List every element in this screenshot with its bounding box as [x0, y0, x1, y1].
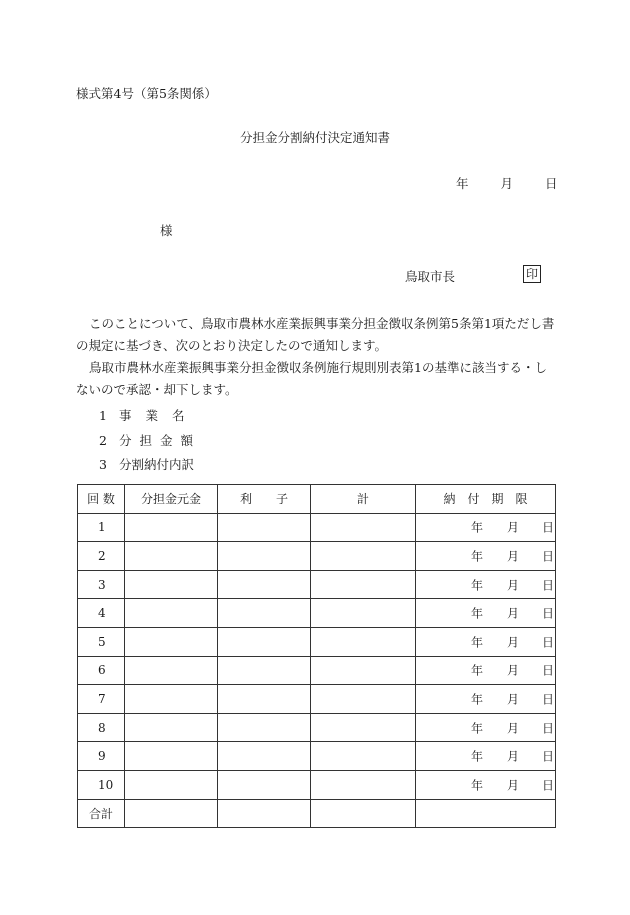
due-date-month-label: 月 [507, 635, 520, 650]
due-date-year-label: 年 [471, 635, 484, 650]
item-number: 3 [99, 457, 107, 472]
addressee-honorific: 様 [160, 223, 173, 238]
header-interest: 利 子 [218, 485, 311, 514]
interest-cell [218, 570, 311, 599]
item-label: 事業名 [119, 408, 199, 423]
due-date-month-label: 月 [507, 578, 520, 593]
header-total: 計 [311, 485, 416, 514]
row-number: 7 [78, 685, 125, 714]
principal-cell [125, 513, 218, 542]
principal-cell [125, 713, 218, 742]
due-date-year-label: 年 [471, 778, 484, 793]
table-row [78, 742, 556, 771]
due-date-cell [416, 685, 556, 714]
due-date-month-label: 月 [507, 520, 520, 535]
due-date-year-label: 年 [471, 520, 484, 535]
due-date-year-label: 年 [471, 692, 484, 707]
total-cell [311, 627, 416, 656]
due-date-day-label: 日 [542, 606, 555, 621]
due-date-cell [416, 799, 556, 828]
due-date-day-label: 日 [542, 778, 555, 793]
due-date-year-label: 年 [471, 578, 484, 593]
total-cell [311, 713, 416, 742]
date-year-label: 年 [456, 176, 469, 191]
due-date-year-label: 年 [471, 606, 484, 621]
due-date-cell [416, 570, 556, 599]
interest-cell [218, 627, 311, 656]
table-row [78, 542, 556, 571]
due-date-cell [416, 770, 556, 799]
row-number: 5 [78, 627, 125, 656]
total-cell [311, 513, 416, 542]
row-number: 4 [78, 599, 125, 628]
interest-cell [218, 742, 311, 771]
issuer-name: 鳥取市長 [405, 269, 456, 284]
due-date-day-label: 日 [542, 578, 555, 593]
due-date-cell [416, 599, 556, 628]
total-label: 合計 [78, 799, 125, 828]
due-date-day-label: 日 [542, 721, 555, 736]
interest-cell [218, 513, 311, 542]
item-label: 分担金額 [119, 433, 202, 448]
due-date-month-label: 月 [507, 692, 520, 707]
due-date-year-label: 年 [471, 663, 484, 678]
interest-cell [218, 685, 311, 714]
principal-cell [125, 799, 218, 828]
due-date-month-label: 月 [507, 749, 520, 764]
seal-stamp: 印 [523, 265, 541, 283]
due-date-day-label: 日 [542, 549, 555, 564]
principal-cell [125, 570, 218, 599]
total-cell [311, 656, 416, 685]
interest-cell [218, 713, 311, 742]
item-installment-breakdown [99, 455, 194, 473]
principal-cell [125, 742, 218, 771]
row-number: 8 [78, 713, 125, 742]
total-cell [311, 770, 416, 799]
due-date-month-label: 月 [507, 549, 520, 564]
due-date-year-label: 年 [471, 549, 484, 564]
row-number: 9 [78, 742, 125, 771]
item-project-name [99, 406, 199, 424]
due-date-cell [416, 713, 556, 742]
document-title: 分担金分割納付決定通知書 [239, 130, 390, 145]
due-date-year-label: 年 [471, 749, 484, 764]
due-date-cell [416, 656, 556, 685]
due-date-month-label: 月 [507, 606, 520, 621]
due-date-day-label: 日 [542, 749, 555, 764]
table-row [78, 685, 556, 714]
item-contribution-amount [99, 431, 201, 449]
total-cell [311, 742, 416, 771]
due-date-cell [416, 542, 556, 571]
date-month-label: 月 [500, 176, 513, 191]
table-row [78, 570, 556, 599]
principal-cell [125, 542, 218, 571]
item-number: 1 [99, 408, 107, 423]
table-header-row [78, 485, 556, 514]
principal-cell [125, 656, 218, 685]
interest-cell [218, 656, 311, 685]
due-date-cell [416, 513, 556, 542]
due-date-day-label: 日 [542, 520, 555, 535]
due-date-month-label: 月 [507, 778, 520, 793]
item-label: 分割納付内訳 [119, 457, 195, 472]
due-date-month-label: 月 [507, 721, 520, 736]
installment-table [77, 484, 556, 828]
issue-date [456, 174, 557, 192]
item-number: 2 [99, 433, 107, 448]
table-row [78, 599, 556, 628]
row-number: 10 [78, 770, 125, 799]
due-date-day-label: 日 [542, 692, 555, 707]
table-row [78, 770, 556, 799]
total-cell [311, 799, 416, 828]
total-cell [311, 599, 416, 628]
row-number: 6 [78, 656, 125, 685]
total-cell [311, 570, 416, 599]
body-paragraph-1: このことについて、鳥取市農林水産業振興事業分担金徴収条例第5条第1項ただし書の規定に基づき、次のとおり決定したので通知します。 [76, 316, 555, 353]
table-row [78, 513, 556, 542]
principal-cell [125, 627, 218, 656]
body-paragraph-2: 鳥取市農林水産業振興事業分担金徴収条例施行規則別表第1の基準に該当する・しないので承認・却下します。 [76, 360, 547, 397]
principal-cell [125, 770, 218, 799]
due-date-cell [416, 627, 556, 656]
row-number: 3 [78, 570, 125, 599]
total-cell [311, 685, 416, 714]
interest-cell [218, 799, 311, 828]
interest-cell [218, 599, 311, 628]
table-row [78, 627, 556, 656]
principal-cell [125, 599, 218, 628]
due-date-cell [416, 742, 556, 771]
interest-cell [218, 542, 311, 571]
due-date-day-label: 日 [542, 635, 555, 650]
header-count: 回 数 [78, 485, 125, 514]
interest-cell [218, 770, 311, 799]
due-date-day-label: 日 [542, 663, 555, 678]
header-principal: 分担金元金 [125, 485, 218, 514]
table-row [78, 713, 556, 742]
due-date-month-label: 月 [507, 663, 520, 678]
due-date-year-label: 年 [471, 721, 484, 736]
total-cell [311, 542, 416, 571]
form-number: 様式第4号（第5条関係） [76, 86, 217, 101]
table-total-row [78, 799, 556, 828]
date-day-label: 日 [544, 176, 558, 191]
row-number: 1 [78, 513, 125, 542]
row-number: 2 [78, 542, 125, 571]
table-row [78, 656, 556, 685]
table-body [78, 513, 556, 828]
header-due-date: 納 付 期 限 [416, 485, 556, 514]
principal-cell [125, 685, 218, 714]
